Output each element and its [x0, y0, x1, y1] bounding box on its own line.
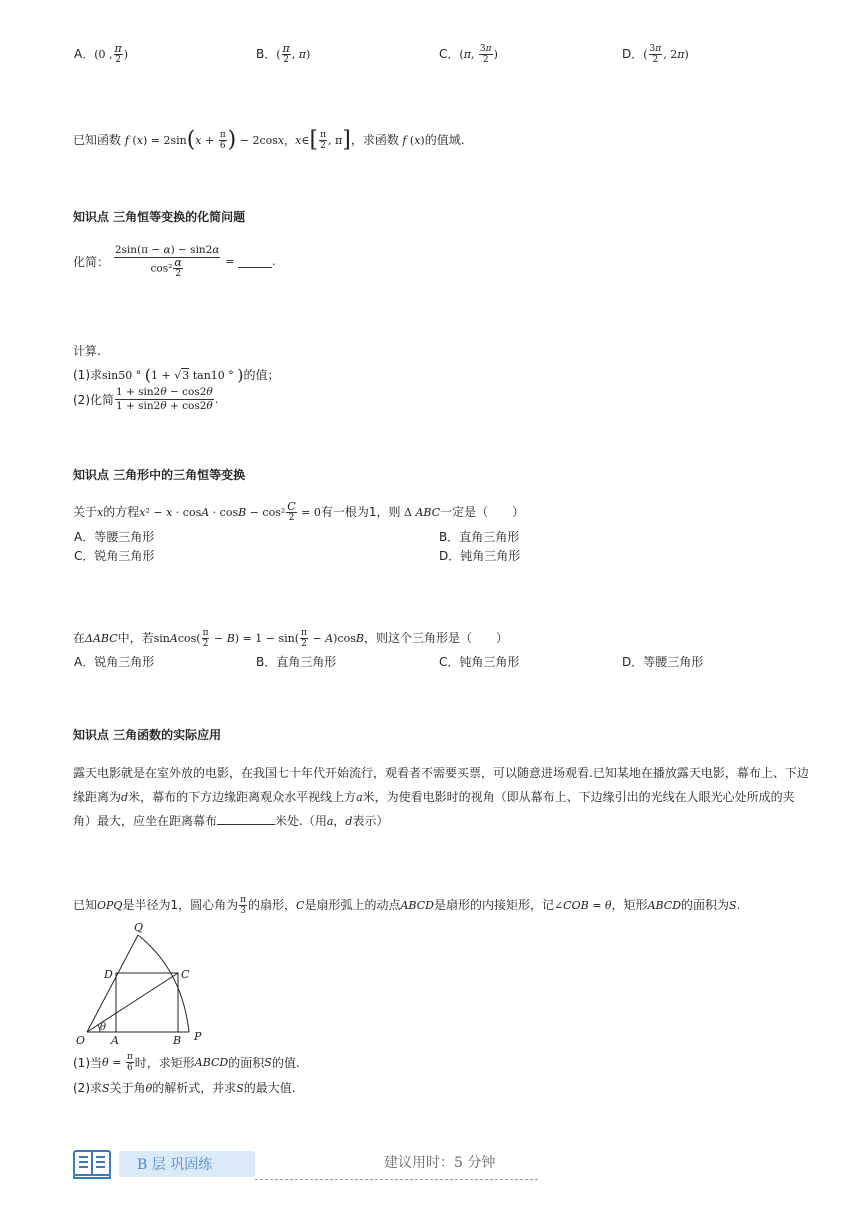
- section-heading-simplification: 知识点 三角恒等变换的化简问题: [73, 210, 246, 224]
- footer-divider: [255, 1179, 538, 1180]
- q7-answer-blank[interactable]: [217, 812, 275, 825]
- rectangle-abcd: [116, 973, 178, 1032]
- label-c: C: [181, 968, 190, 981]
- q8-part1: (1)当θ = $\frac{\pi}{6}$ 时，求矩形ABCD的面积S的值.: [73, 1052, 300, 1073]
- label-d: D: [104, 968, 113, 981]
- arc-pq: [138, 935, 189, 1032]
- q6-option-c: C．钝角三角形: [439, 655, 520, 669]
- q4-part2: (2)化简 $\frac{1 + \sin 2\theta - \cos 2\theta}{1 + \sin 2\theta + \cos 2\theta}$ .: [73, 386, 219, 412]
- suggested-time: 建议用时：5 分钟: [384, 1155, 496, 1171]
- q2-text: 已知函数 f (x) = 2sin(x + $\frac{\pi}{6}$ ) − 2cosx，x∈[ $\frac{\pi}{2}$ , π]，求函数 f (x)的值域.: [73, 127, 465, 153]
- q5-option-d: D．钝角三角形: [439, 549, 521, 563]
- q1-option-b: B．( $\frac{\pi}{2}$ , π): [256, 42, 311, 65]
- q7-line3: 角）最大，应坐在距离幕布 米处.（用a，d表示）: [73, 814, 389, 828]
- q7-line2: 缘距离为d米，幕布的下方边缘距离观众水平视线上方a米，为使看电影时的视角（即从幕布上、下边缘引出的光线在人眼光心处所成的夹: [73, 790, 795, 804]
- label-a: A: [111, 1034, 119, 1047]
- q1-option-c: C．(π, $\frac{3\pi}{2}$ ): [439, 44, 498, 65]
- q1-option-a: A．(0 , $\frac{\pi}{2}$ ): [74, 42, 129, 65]
- layer-tag: [119, 1151, 255, 1177]
- q7-line1: 露天电影就是在室外放的电影，在我国七十年代开始流行，观看者不需要买票，可以随意进场观看.已知某地在播放露天电影，幕布上、下边: [73, 766, 809, 780]
- layer-tag-label: B 层 巩固练: [137, 1157, 213, 1173]
- label-p: P: [194, 1030, 202, 1043]
- q5-stem: 关于x的方程x² − x · cosA · cosB − cos² $\frac{C}{2}$ = 0有一根为1，则 Δ ABC一定是（ ）: [73, 500, 525, 523]
- q5-option-b: B．直角三角形: [439, 530, 520, 544]
- label-o: O: [76, 1034, 86, 1047]
- q6-option-a: A．锐角三角形: [74, 655, 155, 669]
- q4-intro: 计算.: [73, 344, 101, 358]
- q5-option-c: C．锐角三角形: [74, 549, 155, 563]
- q3-text: 化简： 2sin(π − α) − sin2α cos² $\frac{\alpha}{2}$ = .: [73, 244, 276, 279]
- book-icon: [72, 1148, 112, 1180]
- q5-option-a: A．等腰三角形: [74, 530, 155, 544]
- q8-stem: 已知OPQ是半径为1，圆心角为 $\frac{\pi}{3}$ 的扇形，C是扇形弧上的动点ABCD是扇形的内接矩形，记∠COB = θ，矩形ABCD的面积为S.: [73, 895, 741, 916]
- label-theta: θ: [100, 1022, 107, 1033]
- q1-option-d: D．( $\frac{3\pi}{2}$ , 2π): [622, 44, 689, 65]
- label-q: Q: [134, 921, 144, 934]
- q6-stem: 在ΔABC中，若sinAcos( $\frac{\pi}{2}$ − B) = 1 − sin( $\frac{\pi}{2}$ − A)cosB，则这个三角形是（ ）: [73, 628, 508, 649]
- q3-answer-blank[interactable]: [238, 255, 272, 268]
- line-oq: [87, 935, 138, 1032]
- section-heading-triangle: 知识点 三角形中的三角恒等变换: [73, 468, 246, 482]
- label-b: B: [173, 1034, 182, 1047]
- sector-figure: [70, 918, 220, 1050]
- section-heading-application: 知识点 三角函数的实际应用: [73, 728, 222, 742]
- q8-part2: (2)求S关于角θ的解析式，并求S的最大值.: [73, 1081, 296, 1095]
- q4-part1: (1)求sin50 ° (1 + √3 tan10 ° )的值；: [73, 365, 280, 385]
- q6-option-d: D．等腰三角形: [622, 655, 704, 669]
- q6-option-b: B．直角三角形: [256, 655, 337, 669]
